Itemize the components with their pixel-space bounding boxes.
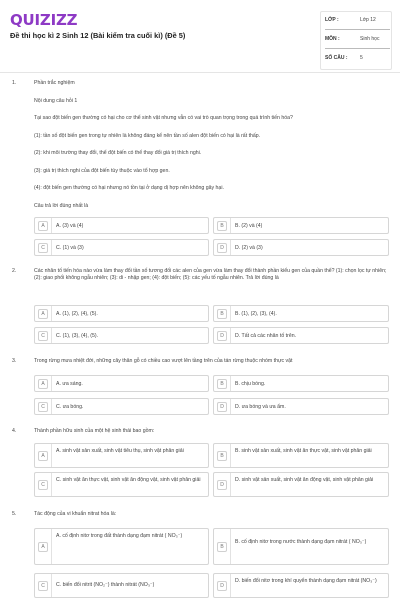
- question-line: (1): tần số đột biến gen trong tự nhiên là không đáng kể nên tần số alen đột biến có hại là rất thấp.: [34, 133, 261, 139]
- option-key: D: [217, 331, 227, 341]
- page-title: Đề thi học kì 2 Sinh 12 (Bài kiểm tra cuối kì) (Đề 5): [10, 31, 186, 40]
- option-text: B. cố định nitơ trong nước thành dạng đạm nitrát ( NO₃⁻): [235, 539, 367, 545]
- question-number: 1.: [12, 80, 17, 86]
- option-text: B. chịu bóng.: [235, 381, 266, 387]
- meta-value: Lớp 12: [360, 17, 376, 23]
- question-line: Thành phần hữu sinh của một hệ sinh thái bao gồm:: [34, 428, 155, 434]
- answer-option-c[interactable]: [34, 327, 209, 344]
- question-line: Phần trắc nghiệm: [34, 80, 75, 86]
- option-text: A. (1), (2), (4), (5).: [56, 311, 98, 317]
- question-number: 3.: [12, 358, 17, 364]
- option-text: C. biến đổi nitrit (NO₂⁻) thành nitrát (NO₃⁻): [56, 582, 155, 588]
- meta-row-subject: [325, 30, 390, 49]
- question-line: Câu trả lời đúng nhất là: [34, 203, 89, 209]
- question-line: (3): giá trị thích nghi của đột biến tùy thuộc vào tổ hợp gen.: [34, 168, 170, 174]
- option-text: C. sinh vật ăn thực vật, sinh vật ăn động vật, sinh vật phân giải: [56, 477, 201, 483]
- worksheet-header: [0, 0, 400, 70]
- option-key: C: [38, 331, 48, 341]
- option-text: D. biến đổi nitơ trong khí quyển thành dạng đạm nitrát (NO₃⁻): [235, 578, 377, 584]
- question-line: Tác động của vi khuẩn nitrat hóa là:: [34, 511, 117, 517]
- option-text: A. (3) và (4): [56, 223, 84, 229]
- option-text: C. ưa bóng.: [56, 404, 84, 410]
- option-key: B: [217, 542, 227, 552]
- answer-option-a[interactable]: [34, 443, 209, 468]
- option-key: D: [217, 402, 227, 412]
- answer-option-a[interactable]: [34, 375, 209, 392]
- answer-option-b[interactable]: [213, 375, 389, 392]
- meta-label: MÔN :: [325, 36, 340, 42]
- answer-option-d[interactable]: [213, 327, 389, 344]
- option-text: B. (2) và (4): [235, 223, 263, 229]
- option-key: D: [217, 480, 227, 490]
- option-key: B: [217, 221, 227, 231]
- option-text: C. (1) và (3): [56, 245, 84, 251]
- answer-option-b[interactable]: [213, 305, 389, 322]
- answer-option-d[interactable]: [213, 573, 389, 598]
- option-key: B: [217, 451, 227, 461]
- option-key: A: [38, 221, 48, 231]
- option-text: D. (2) và (3): [235, 245, 263, 251]
- option-text: B. (1), (2), (3), (4).: [235, 311, 277, 317]
- question-number: 2.: [12, 268, 17, 274]
- answer-option-d[interactable]: [213, 239, 389, 256]
- option-text: D. Tất cả các nhân tố trên.: [235, 333, 297, 339]
- answer-option-a[interactable]: [34, 528, 209, 565]
- option-text: D. sinh vật sản xuất, sinh vật ăn động vật, sinh vật phân giải: [235, 477, 374, 483]
- question-line: Nội dung câu hỏi 1: [34, 98, 78, 104]
- option-key: C: [38, 402, 48, 412]
- answer-option-b[interactable]: [213, 528, 389, 565]
- question-3: [12, 358, 390, 420]
- answer-option-d[interactable]: [213, 472, 389, 497]
- answer-option-c[interactable]: [34, 398, 209, 415]
- option-key: D: [217, 243, 227, 253]
- option-key: A: [38, 542, 48, 552]
- option-key: C: [38, 581, 48, 591]
- answer-option-b[interactable]: [213, 217, 389, 234]
- option-text: C. (1), (3), (4), (5).: [56, 333, 99, 339]
- option-text: A. ưa sáng.: [56, 381, 83, 387]
- option-text: A. cố định nitơ trong đất thành dạng đạm nitrát ( NO₃⁻): [56, 533, 183, 539]
- option-key: C: [38, 480, 48, 490]
- header-divider: [0, 72, 400, 73]
- question-number: 4.: [12, 428, 17, 434]
- question-line: Tại sao đột biến gen thường có hại cho cơ thể sinh vật nhưng vẫn có vai trò quan trọng trong quá trình tiến hóa?: [34, 115, 293, 121]
- meta-label: SỐ CÂU :: [325, 55, 348, 61]
- option-key: A: [38, 379, 48, 389]
- question-1: [12, 80, 390, 260]
- meta-label: LỚP :: [325, 17, 339, 23]
- question-line: Trong rừng mưa nhiệt đới, những cây thân gỗ có chiều cao vượt lên tầng trên của tán rừng thuộc nhóm thực vật: [34, 358, 293, 364]
- question-4: [12, 428, 390, 502]
- answer-option-a[interactable]: [34, 217, 209, 234]
- answer-option-c[interactable]: [34, 573, 209, 598]
- option-text: A. sinh vật sản xuất, sinh vật tiêu thụ, sinh vật phân giải: [56, 448, 184, 454]
- meta-row-count: [325, 49, 390, 68]
- option-key: B: [217, 309, 227, 319]
- option-key: A: [38, 451, 48, 461]
- answer-option-d[interactable]: [213, 398, 389, 415]
- question-number: 5.: [12, 511, 17, 517]
- question-line: Các nhân tố tiến hóa nào vừa làm thay đổi tần số tương đối các alen của gen vừa làm thay đổi thành phần kiểu gen của quần thể? (1): chọn lọc tự nhiên; (2): giao phối không ngẫu nhiên; (3): di - nhập gen; (4): đột biến; (5): các yếu tố ngẫu nhiên. Trả lời đúng là: [34, 268, 387, 282]
- meta-value: Sinh học: [360, 36, 380, 42]
- option-key: D: [217, 581, 227, 591]
- answer-option-b[interactable]: [213, 443, 389, 468]
- answer-option-c[interactable]: [34, 472, 209, 497]
- option-key: B: [217, 379, 227, 389]
- quizizz-logo: QUIZIZZ: [10, 11, 78, 29]
- question-line: (2): khi môi trường thay đổi, thể đột biến có thể thay đổi giá trị thích nghi.: [34, 150, 202, 156]
- question-5: [12, 511, 390, 600]
- meta-row-class: [325, 11, 390, 30]
- answer-option-c[interactable]: [34, 239, 209, 256]
- option-key: C: [38, 243, 48, 253]
- answer-option-a[interactable]: [34, 305, 209, 322]
- meta-value: 5: [360, 55, 363, 61]
- option-text: D. ưa bóng và ưa ẩm.: [235, 404, 286, 410]
- option-key: A: [38, 309, 48, 319]
- question-2: [12, 268, 390, 348]
- option-text: B. sinh vật sản xuất, sinh vật ăn thực vật, sinh vật phân giải: [235, 448, 372, 454]
- question-line: (4): đột biến gen thường có hại nhưng nó tồn tại ở dạng dị hợp nên không gây hại.: [34, 185, 224, 191]
